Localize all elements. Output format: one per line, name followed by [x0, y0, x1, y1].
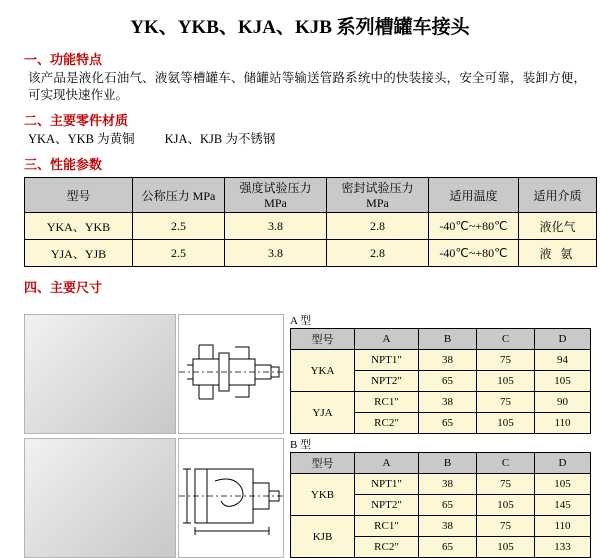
- a-r1-c4: 105: [535, 371, 591, 392]
- b-r3-c1: RC2": [355, 537, 419, 558]
- b-group-0: YKB: [291, 474, 355, 516]
- perf-col-0: 型号: [25, 178, 133, 213]
- a-r2-c1: RC1": [355, 392, 419, 413]
- perf-col-1: 公称压力 MPa: [133, 178, 225, 213]
- page-title: YK、YKB、KJA、KJB 系列槽罐车接头: [130, 17, 470, 38]
- features-text: 该产品是液化石油气、液氨等槽罐车、储罐站等输送管路系统中的快装接头，安全可靠，装卸方便，可实现快速作业。: [28, 71, 586, 102]
- perf-r0-c4: -40℃~+80℃: [429, 213, 519, 240]
- type-b-table: [290, 452, 591, 558]
- type-a-table: [290, 328, 591, 434]
- type-b-label: B 型: [290, 439, 312, 451]
- b-col-0: 型号: [291, 453, 355, 474]
- figure-drawing-b: [178, 438, 284, 558]
- b-r1-c3: 105: [477, 495, 535, 516]
- a-r3-c1: RC2": [355, 413, 419, 434]
- b-group-1: KJB: [291, 516, 355, 558]
- a-r0-c3: 75: [477, 350, 535, 371]
- perf-col-2: 强度试验压力 MPa: [225, 178, 327, 213]
- perf-r1-c3: 2.8: [327, 240, 429, 267]
- a-r1-c3: 105: [477, 371, 535, 392]
- perf-r1-c0: YJA、YJB: [25, 240, 133, 267]
- perf-r0-c0: YKA、YKB: [25, 213, 133, 240]
- table-row: [25, 240, 597, 267]
- section-heading-dimensions: 四、主要尺寸: [24, 280, 103, 295]
- b-r0-c4: 105: [535, 474, 591, 495]
- a-r2-c2: 38: [419, 392, 477, 413]
- a-r2-c4: 90: [535, 392, 591, 413]
- perf-r0-c3: 2.8: [327, 213, 429, 240]
- b-col-1: A: [355, 453, 419, 474]
- coupling-drawing-b-art: [179, 439, 283, 557]
- a-group-0: YKA: [291, 350, 355, 392]
- b-col-4: D: [535, 453, 591, 474]
- perf-col-4: 适用温度: [429, 178, 519, 213]
- b-r3-c2: 65: [419, 537, 477, 558]
- coupling-drawing-a-art: [179, 315, 283, 433]
- a-col-3: C: [477, 329, 535, 350]
- perf-r1-c4: -40℃~+80℃: [429, 240, 519, 267]
- a-r1-c2: 65: [419, 371, 477, 392]
- a-r3-c3: 105: [477, 413, 535, 434]
- figure-photo-a: [24, 314, 176, 434]
- type-b-table-wrap: [290, 452, 591, 558]
- b-r2-c2: 38: [419, 516, 477, 537]
- a-r0-c2: 38: [419, 350, 477, 371]
- a-r0-c4: 94: [535, 350, 591, 371]
- b-r2-c4: 110: [535, 516, 591, 537]
- table-header-row: [291, 329, 591, 350]
- perf-r0-c2: 3.8: [225, 213, 327, 240]
- b-r1-c1: NPT2": [355, 495, 419, 516]
- table-row: [291, 516, 591, 537]
- material-text-right: KJA、KJB 为不锈钢: [164, 132, 276, 146]
- b-r0-c3: 75: [477, 474, 535, 495]
- performance-table-wrap: [24, 177, 582, 267]
- table-header-row: [25, 178, 597, 213]
- section-heading-material: 二、主要零件材质: [24, 113, 129, 128]
- a-col-0: 型号: [291, 329, 355, 350]
- a-col-2: B: [419, 329, 477, 350]
- a-r2-c3: 75: [477, 392, 535, 413]
- type-a-table-wrap: [290, 328, 591, 434]
- a-group-1: YJA: [291, 392, 355, 434]
- table-row: [25, 213, 597, 240]
- b-r2-c1: RC1": [355, 516, 419, 537]
- figure-photo-b: [24, 438, 176, 558]
- perf-r0-c1: 2.5: [133, 213, 225, 240]
- table-row: [291, 350, 591, 371]
- section-heading-performance: 三、性能参数: [24, 157, 103, 172]
- perf-r1-c1: 2.5: [133, 240, 225, 267]
- a-col-4: D: [535, 329, 591, 350]
- perf-r1-c2: 3.8: [225, 240, 327, 267]
- b-r0-c2: 38: [419, 474, 477, 495]
- perf-r0-c5: 液化气: [519, 213, 597, 240]
- table-header-row: [291, 453, 591, 474]
- perf-col-3: 密封试验压力 MPa: [327, 178, 429, 213]
- perf-col-5: 适用介质: [519, 178, 597, 213]
- table-row: [291, 474, 591, 495]
- a-r3-c2: 65: [419, 413, 477, 434]
- figure-drawing-a: [178, 314, 284, 434]
- material-text: [28, 131, 586, 148]
- b-r1-c4: 145: [535, 495, 591, 516]
- a-col-1: A: [355, 329, 419, 350]
- a-r3-c4: 110: [535, 413, 591, 434]
- performance-table: [24, 177, 597, 267]
- material-text-left: YKA、YKB 为黄铜: [28, 132, 135, 146]
- section-heading-features: 一、功能特点: [24, 52, 103, 67]
- type-a-label: A 型: [290, 315, 312, 327]
- a-r1-c1: NPT2": [355, 371, 419, 392]
- b-col-3: C: [477, 453, 535, 474]
- b-r3-c3: 105: [477, 537, 535, 558]
- table-row: [291, 392, 591, 413]
- b-r0-c1: NPT1": [355, 474, 419, 495]
- b-r2-c3: 75: [477, 516, 535, 537]
- a-r0-c1: NPT1": [355, 350, 419, 371]
- b-r1-c2: 65: [419, 495, 477, 516]
- perf-r1-c5: 液 氨: [519, 240, 597, 267]
- b-col-2: B: [419, 453, 477, 474]
- b-r3-c4: 133: [535, 537, 591, 558]
